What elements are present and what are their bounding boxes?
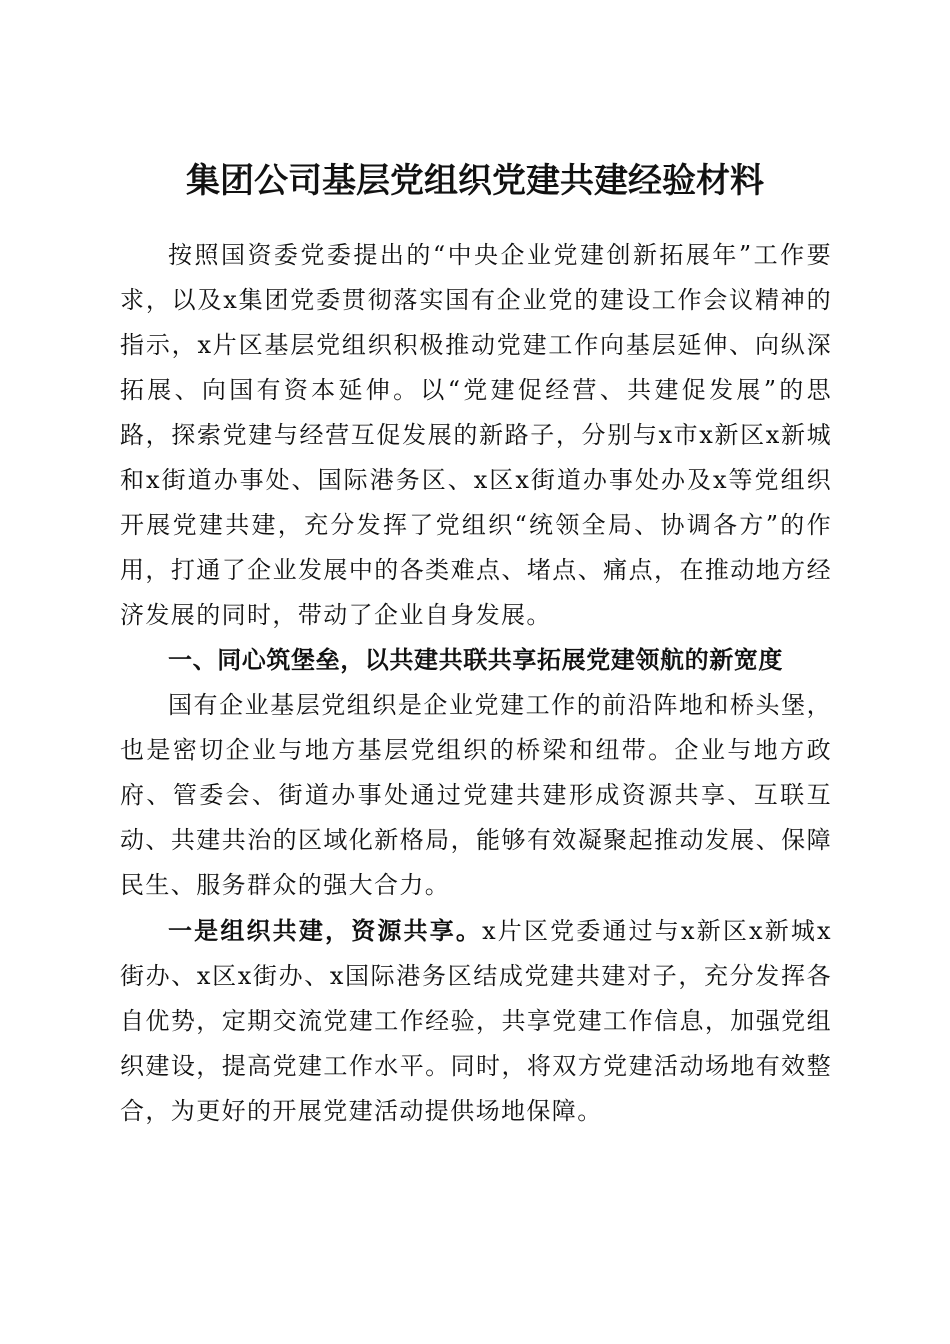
section-1-subpoint-1 [120,908,832,1134]
subpoint-text: x片区党委通过与x新区x新城x街办、x区x街办、x国际港务区结成党建共建对子，充分发挥各自优势，定期交流党建工作经验，共享党建工作信息，加强党组织建设，提高党建工作水平。同时，将双方党建活动场地有效整合，为更好的开展党建活动提供场地保障。 [120,917,832,1125]
document-body [120,233,832,1134]
subpoint-lead: 一是组织共建，资源共享。 [168,916,483,945]
intro-paragraph: 按照国资委党委提出的“中央企业党建创新拓展年”工作要求，以及x集团党委贯彻落实国有企业党的建设工作会议精神的指示，x片区基层党组织积极推动党建工作向基层延伸、向纵深拓展、向国有资本延伸。以“党建促经营、共建促发展”的思路，探索党建与经营互促发展的新路子，分别与x市x新区x新城和x街道办事处、国际港务区、x区x街道办事处办及x等党组织开展党建共建，充分发挥了党组织“统领全局、协调各方”的作用，打通了企业发展中的各类难点、堵点、痛点，在推动地方经济发展的同时，带动了企业自身发展。 [120,241,832,629]
section-heading-1: 一、同心筑堡垒，以共建共联共享拓展党建领航的新宽度 [168,646,783,674]
document-title: 集团公司基层党组织党建共建经验材料 [186,160,764,201]
section-1-paragraph: 国有企业基层党组织是企业党建工作的前沿阵地和桥头堡，也是密切企业与地方基层党组织的桥梁和纽带。企业与地方政府、管委会、街道办事处通过党建共建形成资源共享、互联互动、共建共治的区域化新格局，能够有效凝聚起推动发展、保障民生、服务群众的强大合力。 [120,691,832,899]
